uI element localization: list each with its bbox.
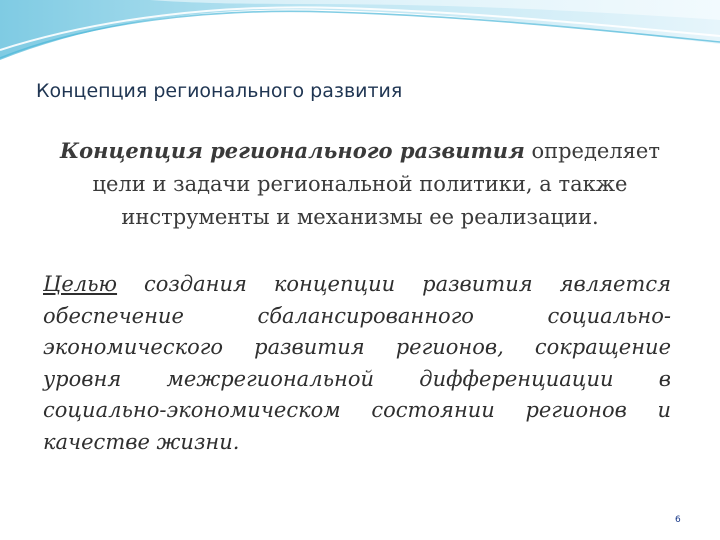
goal-term: Целью bbox=[43, 272, 118, 296]
definition-text: определяет цели и задачи региональной политики, а также инструменты и механизмы ее реализации. bbox=[92, 139, 660, 229]
page-number: 6 bbox=[675, 515, 681, 525]
slide-title: Концепция регионального развития bbox=[36, 80, 403, 102]
definition-term: Концепция регионального развития bbox=[60, 138, 525, 163]
goal-paragraph bbox=[43, 269, 671, 458]
header-wave-decoration bbox=[0, 0, 720, 80]
definition-paragraph bbox=[40, 134, 680, 234]
goal-text: создания концепции развития является обеспечение сбалансированного социально-экономического развития регионов, сокращение уровня межрегиональной дифференциации в социально-экономическом состоянии регионов и качестве жизни. bbox=[43, 272, 671, 454]
